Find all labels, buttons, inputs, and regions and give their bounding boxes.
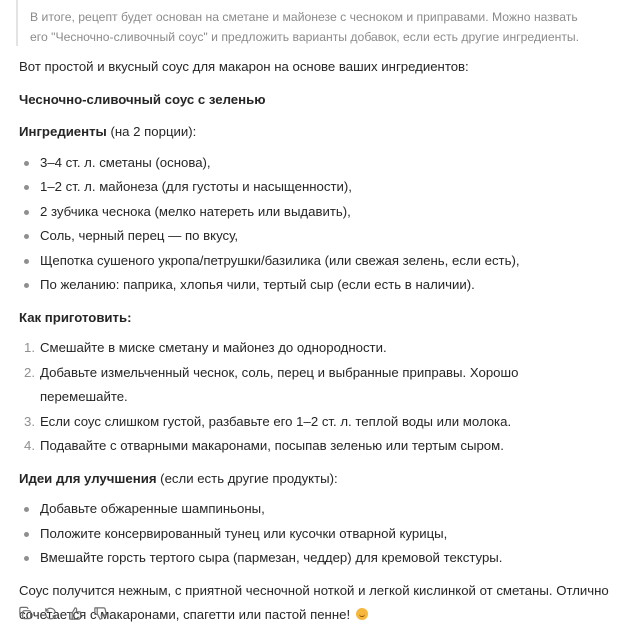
copy-icon xyxy=(18,606,33,621)
step-number: 4. xyxy=(24,438,35,453)
ingredients-heading xyxy=(19,120,609,145)
thinking-text: В итоге, рецепт будет основан на сметане и майонезе с чесноком и приправами. Можно назвать его "Чесночно-сливочный соус" и предложить варианты добавок, если есть другие ингредиенты. xyxy=(30,10,580,44)
assistant-message xyxy=(19,55,609,628)
message-actions xyxy=(16,604,110,623)
ingredients-note: (на 2 порции): xyxy=(106,124,197,139)
regenerate-icon xyxy=(43,606,58,621)
regenerate-button[interactable] xyxy=(41,604,60,623)
list-item: Положите консервированный тунец или кусочки отварной курицы, xyxy=(40,522,609,547)
thumbs-down-icon xyxy=(93,606,108,621)
step-number: 2. xyxy=(24,364,35,380)
ingredients-list xyxy=(19,151,609,298)
list-item: Добавьте обжаренные шампиньоны, xyxy=(40,497,609,522)
ideas-heading-text: Идеи для улучшения xyxy=(19,470,157,486)
answer-intro: Вот простой и вкусный соус для макарон на основе ваших ингредиентов: xyxy=(19,59,469,74)
ingredients-heading-text: Ингредиенты xyxy=(19,124,107,139)
ideas-list xyxy=(19,497,609,571)
list-item xyxy=(24,434,609,459)
steps-heading-text: Как приготовить: xyxy=(19,309,132,325)
thinking-block xyxy=(16,0,606,46)
recipe-title-text: Чесночно-сливочный соус с зеленью xyxy=(19,91,266,107)
step-text: Подавайте с отварными макаронами, посыпав зеленью или тертым сыром. xyxy=(40,438,504,453)
ideas-note: (если есть другие продукты): xyxy=(156,470,338,486)
list-item xyxy=(24,361,609,410)
steps-list xyxy=(19,336,609,459)
steps-heading xyxy=(19,306,609,331)
step-text: Если соус слишком густой, разбавьте его 1–2 ст. л. теплой воды или молока. xyxy=(40,413,512,429)
list-item: Вмешайте горсть тертого сыра (пармезан, чеддер) для кремовой текстуры. xyxy=(40,546,609,571)
list-item: Соль, черный перец — по вкусу, xyxy=(40,224,609,249)
answer-outro-text: Соус получится нежным, с приятной чесночной ноткой и легкой кислинкой от сметаны. Отлично сочетается с макаронами, спагетти или пастой пенне! xyxy=(19,582,609,622)
list-item: 3–4 ст. л. сметаны (основа), xyxy=(40,151,609,176)
recipe-title xyxy=(19,88,609,113)
like-button[interactable] xyxy=(66,604,85,623)
list-item: 1–2 ст. л. майонеза (для густоты и насыщенности), xyxy=(40,175,609,200)
ideas-heading xyxy=(19,467,609,492)
smiling-face-icon xyxy=(356,608,368,620)
list-item: 2 зубчика чеснока (мелко натереть или выдавить), xyxy=(40,200,609,225)
list-item: По желанию: паприка, хлопья чили, тертый сыр (если есть в наличии). xyxy=(40,273,609,298)
list-item xyxy=(24,336,609,361)
dislike-button[interactable] xyxy=(91,604,110,623)
step-text: Смешайте в миске сметану и майонез до однородности. xyxy=(40,340,387,355)
list-item xyxy=(24,410,609,435)
thumbs-up-icon xyxy=(68,606,83,621)
list-item: Щепотка сушеного укропа/петрушки/базилика (или свежая зелень, если есть), xyxy=(40,249,609,274)
step-number: 3. xyxy=(24,413,35,429)
step-text: Добавьте измельченный чеснок, соль, перец и выбранные приправы. Хорошо перемешайте. xyxy=(40,364,519,404)
copy-button[interactable] xyxy=(16,604,35,623)
step-number: 1. xyxy=(24,340,35,355)
